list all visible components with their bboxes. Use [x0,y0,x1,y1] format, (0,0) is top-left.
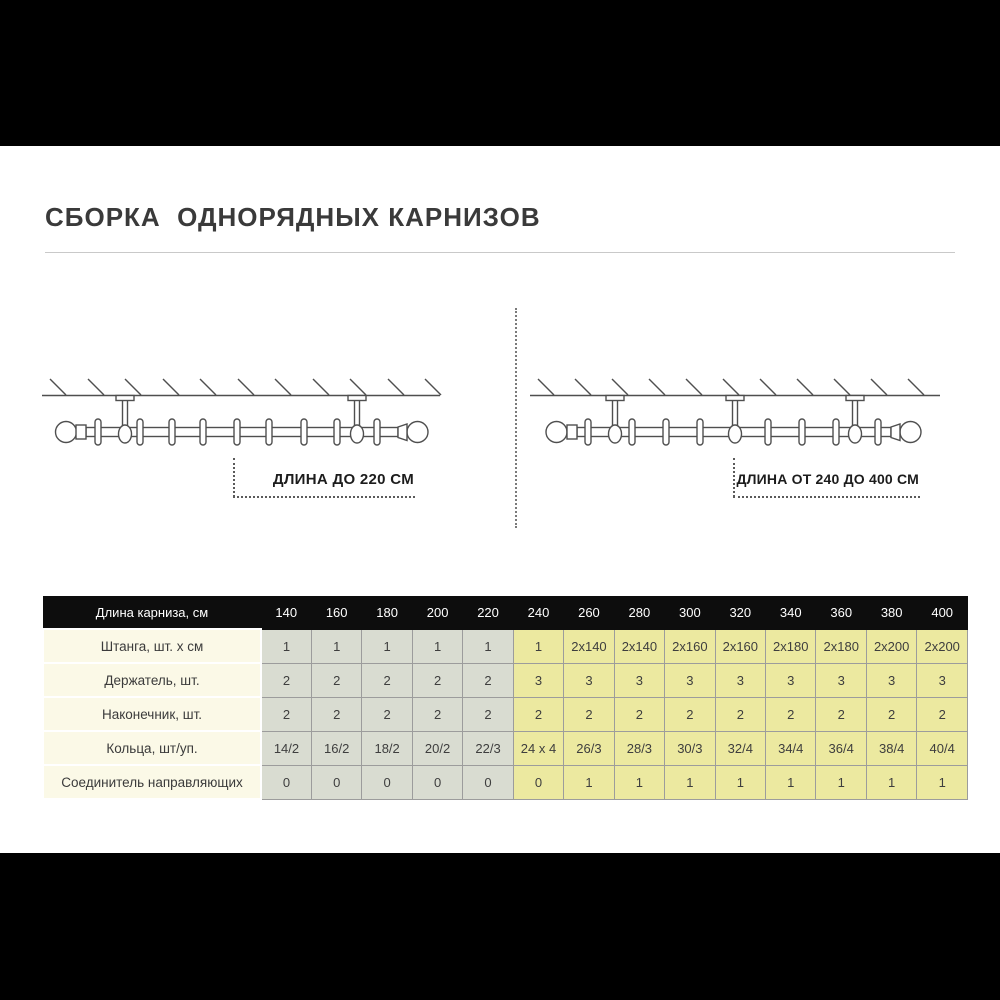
finial-connector-icon [567,425,577,439]
curtain-rings-icon [95,419,380,445]
table-cell: 1 [564,765,614,799]
table-cell: 3 [665,663,715,697]
table-row [43,629,968,663]
row-label: Наконечник, шт. [43,697,261,731]
column-header: 400 [917,597,968,630]
table-cell: 28/3 [614,731,664,765]
finial-ball-icon [900,422,921,443]
table-cell: 2x160 [715,629,765,663]
bracket-joint-icon [609,425,622,443]
finial-cone-icon [891,424,900,441]
table-cell: 2 [412,663,462,697]
table-cell: 2 [362,663,412,697]
table-cell: 1 [513,629,563,663]
column-header: 180 [362,597,412,630]
table-cell: 2x180 [766,629,816,663]
table-cell: 2 [564,697,614,731]
table-cell: 1 [665,765,715,799]
table-cell: 24 x 4 [513,731,563,765]
table-cell: 2 [463,697,513,731]
table-cell: 26/3 [564,731,614,765]
table-cell: 2 [311,663,361,697]
mounting-bracket-icon [846,396,864,428]
table-cell: 0 [362,765,412,799]
table-row [43,697,968,731]
table-cell: 1 [463,629,513,663]
column-header: 160 [311,597,361,630]
column-header: 300 [665,597,715,630]
table-cell: 2 [665,697,715,731]
column-header: 220 [463,597,513,630]
table-cell: 0 [513,765,563,799]
row-label: Соединитель направляющих [43,765,261,799]
figure-label-short: ДЛИНА ДО 220 СМ [272,471,414,488]
bracket-joint-icon [729,425,742,443]
table-cell: 36/4 [816,731,866,765]
row-label: Штанга, шт. х см [43,629,261,663]
table-cell: 34/4 [766,731,816,765]
table-cell: 1 [614,765,664,799]
table-cell: 30/3 [665,731,715,765]
table-cell: 3 [866,663,916,697]
table-cell: 0 [261,765,311,799]
table-cell: 1 [412,629,462,663]
row-label: Держатель, шт. [43,663,261,697]
table-cell: 2 [513,697,563,731]
table-cell: 1 [311,629,361,663]
table-cell: 2x180 [816,629,866,663]
table-cell: 2x160 [665,629,715,663]
finial-ball-icon [407,422,428,443]
column-header: 380 [866,597,916,630]
title-divider [45,252,955,253]
table-cell: 3 [513,663,563,697]
table-cell: 3 [816,663,866,697]
bracket-joint-icon [119,425,132,443]
table-cell: 32/4 [715,731,765,765]
column-header: 340 [766,597,816,630]
table-cell: 16/2 [311,731,361,765]
page-title: СБОРКА ОДНОРЯДНЫХ КАРНИЗОВ [45,202,541,232]
finial-ball-icon [56,422,77,443]
mounting-bracket-icon [348,396,366,428]
table-cell: 2 [311,697,361,731]
table-cell: 1 [715,765,765,799]
top-black-bar [0,0,1000,146]
table-cell: 3 [564,663,614,697]
column-header: 260 [564,597,614,630]
table-cell: 1 [261,629,311,663]
mounting-bracket-icon [116,396,134,428]
table-header-row [43,597,968,630]
table-cell: 2 [614,697,664,731]
table-row [43,663,968,697]
row-label: Кольца, шт/уп. [43,731,261,765]
dimension-line-horizontal [233,496,415,498]
table-cell: 1 [917,765,968,799]
dimension-line-horizontal [733,496,920,498]
table-cell: 2 [715,697,765,731]
table-row [43,765,968,799]
table-cell: 22/3 [463,731,513,765]
table-cell: 3 [917,663,968,697]
table-cell: 0 [311,765,361,799]
finial-ball-icon [546,422,567,443]
table-cell: 2 [261,663,311,697]
table-cell: 0 [412,765,462,799]
table-cell: 2 [766,697,816,731]
column-header: 200 [412,597,462,630]
table-cell: 2x200 [866,629,916,663]
figures-divider-dotted-line [515,308,517,528]
table-cell: 2x200 [917,629,968,663]
table-cell: 1 [866,765,916,799]
table-cell: 3 [766,663,816,697]
table-row [43,731,968,765]
header-label-cell: Длина карниза, см [43,597,261,630]
mounting-bracket-icon [606,396,624,428]
column-header: 280 [614,597,664,630]
table-cell: 38/4 [866,731,916,765]
finial-connector-icon [76,425,86,439]
column-header: 360 [816,597,866,630]
table-cell: 3 [715,663,765,697]
column-header: 240 [513,597,563,630]
table-cell: 18/2 [362,731,412,765]
table-cell: 3 [614,663,664,697]
table-cell: 2 [362,697,412,731]
bracket-joint-icon [351,425,364,443]
table-cell: 14/2 [261,731,311,765]
finial-cone-icon [398,424,407,441]
table-cell: 2 [816,697,866,731]
table-cell: 2 [866,697,916,731]
table-cell: 2 [412,697,462,731]
ceiling-hatching-icon [42,379,441,396]
bracket-joint-icon [849,425,862,443]
mounting-bracket-icon [726,396,744,428]
figure-label-long: ДЛИНА ОТ 240 ДО 400 СМ [736,471,919,487]
bottom-black-bar [0,853,1000,1000]
table-cell: 1 [816,765,866,799]
table-cell: 2 [261,697,311,731]
table-cell: 40/4 [917,731,968,765]
column-header: 320 [715,597,765,630]
table-cell: 1 [362,629,412,663]
table-cell: 2 [917,697,968,731]
table-cell: 2x140 [564,629,614,663]
table-cell: 2x140 [614,629,664,663]
table-cell: 2 [463,663,513,697]
table-cell: 1 [766,765,816,799]
components-table [42,596,968,800]
column-header: 140 [261,597,311,630]
table-cell: 20/2 [412,731,462,765]
table-cell: 0 [463,765,513,799]
ceiling-hatching-icon [530,379,940,396]
